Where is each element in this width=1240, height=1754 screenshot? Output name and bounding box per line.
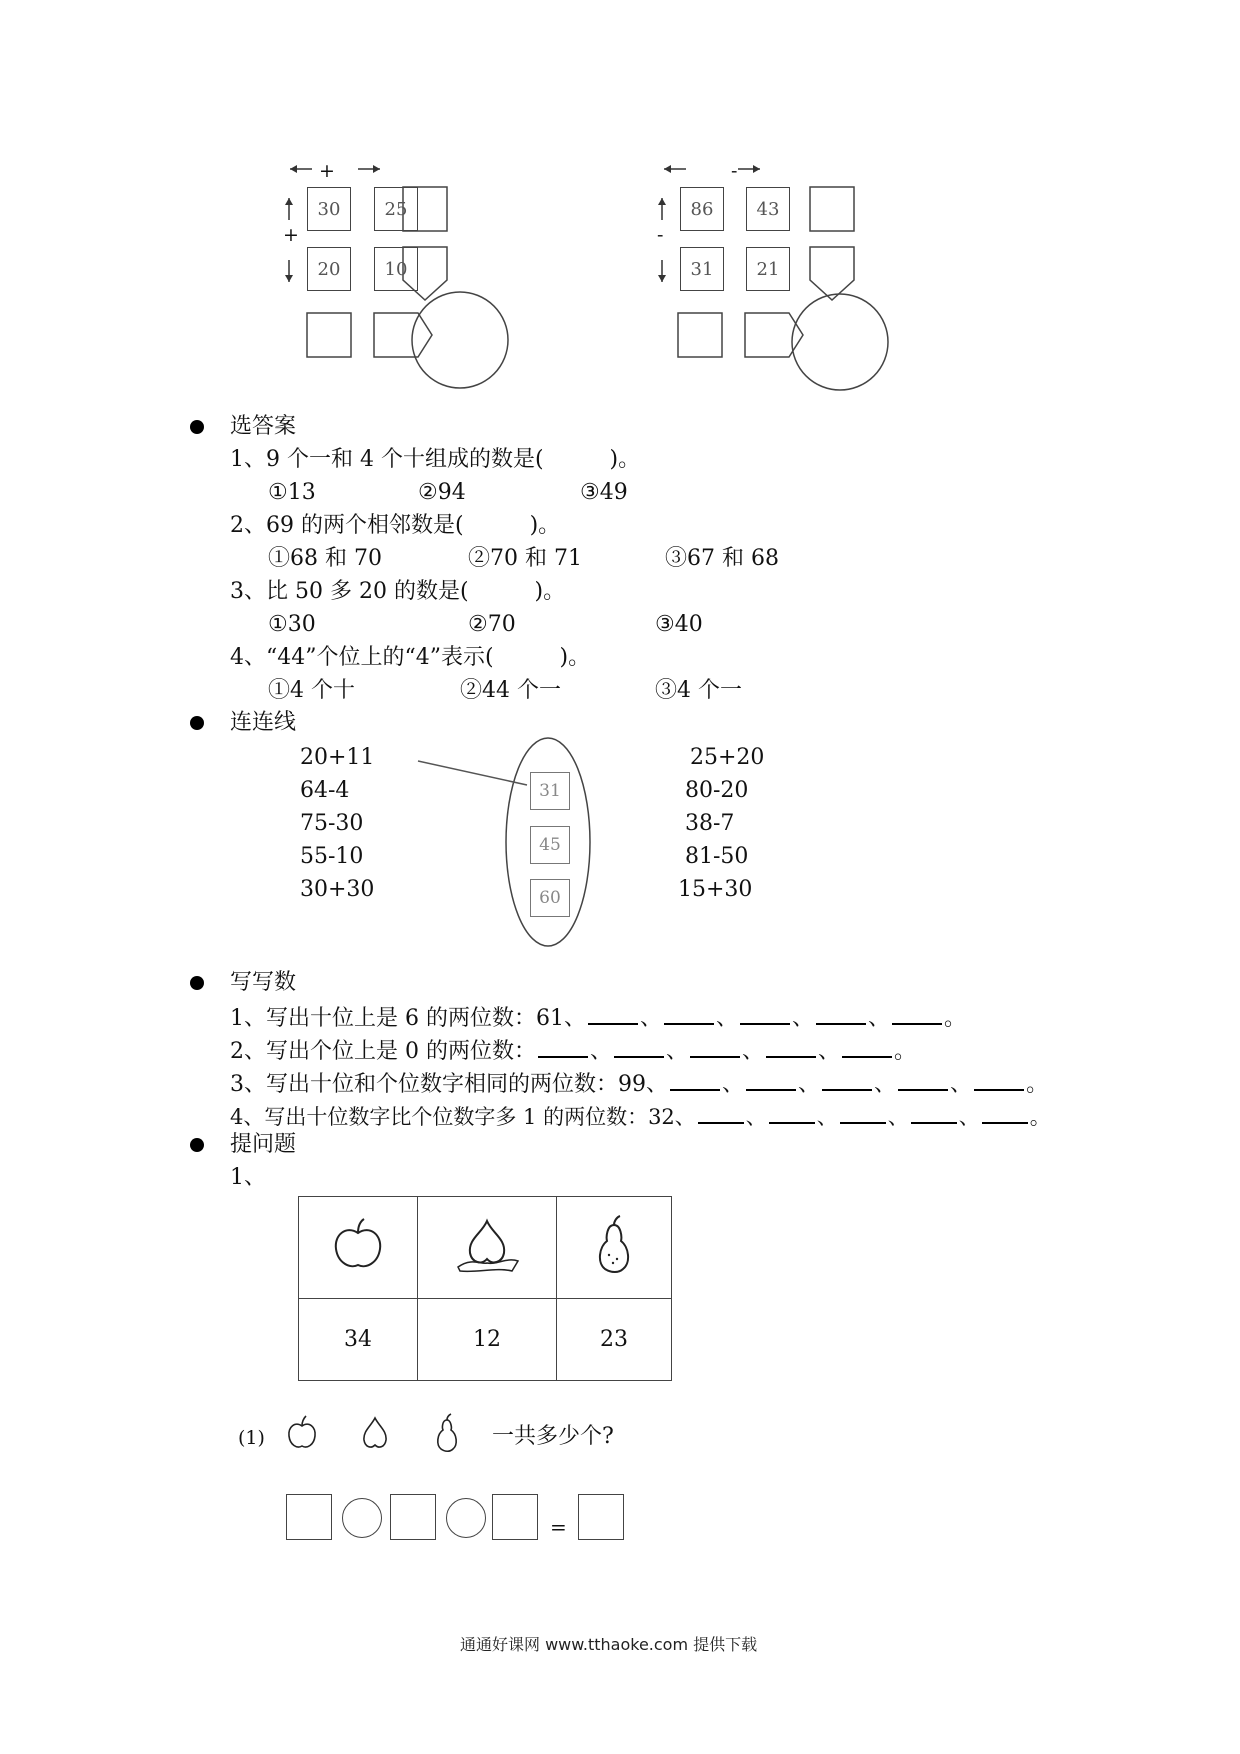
separator: 、 (958, 1105, 980, 1129)
connect-middle-box: 31 (530, 772, 570, 810)
fruit-count: 12 (418, 1299, 557, 1381)
diagram-right-cell: 86 (680, 187, 724, 231)
pear-icon (589, 1213, 639, 1277)
separator: 、 (874, 1072, 897, 1097)
separator: 、 (950, 1072, 973, 1097)
operator-circle[interactable] (342, 1498, 382, 1538)
fruit-count: 23 (557, 1299, 672, 1381)
answer-blank[interactable] (766, 1036, 816, 1058)
bullet (190, 420, 204, 434)
question-1-label: (1) (238, 1427, 265, 1449)
choose-option: ②44 个一 (460, 678, 561, 703)
write-title: 写写数 (230, 970, 297, 995)
choose-option: ①68 和 70 (268, 546, 382, 571)
separator: 、 (589, 1039, 612, 1064)
choose-question-4: 4、“44”个位上的“4”表示( )。 (230, 645, 591, 670)
separator: 、 (666, 1039, 689, 1064)
bullet (190, 716, 204, 730)
answer-blank[interactable] (740, 1003, 790, 1025)
answer-blank[interactable] (588, 1003, 638, 1025)
separator: 、 (818, 1039, 841, 1064)
footer-text: 通通好课网 www.tthaoke.com 提供下载 (460, 1635, 758, 1654)
separator: 、 (742, 1039, 765, 1064)
peach-icon (452, 1215, 522, 1275)
connect-middle-box: 60 (530, 879, 570, 917)
connect-oval-svg (410, 735, 610, 955)
fruit-cell (557, 1197, 672, 1299)
answer-blank[interactable] (746, 1069, 796, 1091)
fruit-cell (418, 1197, 557, 1299)
fruit-cell (299, 1197, 418, 1299)
result-box[interactable] (578, 1494, 624, 1540)
connect-title: 连连线 (230, 710, 297, 735)
choose-option: ②70 (468, 612, 516, 637)
separator: 、 (722, 1072, 745, 1097)
choose-option: ③67 和 68 (665, 546, 779, 571)
diagram-left-top-op: + (319, 160, 335, 182)
diagram-left-cell: 10 (374, 247, 418, 291)
answer-blank[interactable] (842, 1036, 892, 1058)
diagram-right-cell: 31 (680, 247, 724, 291)
separator: 、 (868, 1006, 891, 1031)
answer-box[interactable] (286, 1494, 332, 1540)
write-line-2 (230, 1036, 916, 1065)
choose-option: ②94 (418, 480, 466, 505)
connect-left-item: 55-10 (300, 844, 364, 869)
answer-blank[interactable] (974, 1069, 1024, 1091)
write-line-prefix: 2、写出个位上是 0 的两位数： (230, 1039, 536, 1064)
answer-blank[interactable] (614, 1036, 664, 1058)
fruit-count: 34 (299, 1299, 418, 1381)
connect-right-item: 80-20 (685, 778, 749, 803)
connect-left-item: 75-30 (300, 811, 364, 836)
separator: 、 (716, 1006, 739, 1031)
apple-icon (285, 1414, 319, 1454)
ask-number: 1、 (230, 1165, 266, 1190)
connect-left-item: 64-4 (300, 778, 350, 803)
write-line-prefix: 3、写出十位和个位数字相同的两位数：99、 (230, 1072, 668, 1097)
choose-option: ③40 (655, 612, 703, 637)
answer-blank[interactable] (898, 1069, 948, 1091)
separator: 、 (792, 1006, 815, 1031)
write-line-4 (230, 1102, 1051, 1130)
choose-option: ③4 个一 (655, 678, 742, 703)
equals-sign: = (550, 1515, 567, 1539)
diagram-right-cell: 21 (746, 247, 790, 291)
diagram-left-cell: 20 (307, 247, 351, 291)
choose-question-1: 1、9 个一和 4 个十组成的数是( )。 (230, 447, 641, 472)
answer-blank[interactable] (840, 1102, 886, 1124)
answer-box[interactable] (492, 1494, 538, 1540)
answer-box[interactable] (390, 1494, 436, 1540)
separator: 、 (745, 1105, 767, 1129)
pear-icon (432, 1412, 462, 1454)
choose-title: 选答案 (230, 414, 297, 439)
separator: 、 (816, 1105, 838, 1129)
diagram-right-cell: 43 (746, 187, 790, 231)
choose-option: ②70 和 71 (468, 546, 582, 571)
answer-blank[interactable] (769, 1102, 815, 1124)
operator-circle[interactable] (446, 1498, 486, 1538)
write-line-prefix: 1、写出十位上是 6 的两位数：61、 (230, 1006, 586, 1031)
answer-blank[interactable] (698, 1102, 744, 1124)
end-mark: 。 (1029, 1105, 1051, 1129)
separator: 、 (639, 1006, 662, 1031)
answer-blank[interactable] (911, 1102, 957, 1124)
choose-question-2: 2、69 的两个相邻数是( )。 (230, 513, 561, 538)
answer-blank[interactable] (690, 1036, 740, 1058)
answer-blank[interactable] (822, 1069, 872, 1091)
diagram-left-side-op: + (283, 224, 299, 246)
bullet (190, 1138, 204, 1152)
connect-right-item: 38-7 (685, 811, 735, 836)
choose-question-3: 3、比 50 多 20 的数是( )。 (230, 579, 566, 604)
separator: 、 (798, 1072, 821, 1097)
write-line-prefix: 4、写出十位数字比个位数字多 1 的两位数：32、 (230, 1105, 696, 1129)
separator: 、 (887, 1105, 909, 1129)
connect-right-item: 81-50 (685, 844, 749, 869)
ask-title: 提问题 (230, 1132, 297, 1157)
diagram-right-side-op: - (657, 224, 664, 246)
end-mark: 。 (944, 1006, 967, 1031)
choose-option: ③49 (580, 480, 628, 505)
bullet (190, 976, 204, 990)
write-line-3 (230, 1069, 1048, 1098)
end-mark: 。 (894, 1039, 917, 1064)
answer-blank[interactable] (892, 1003, 942, 1025)
diagram-left-cell: 30 (307, 187, 351, 231)
choose-option: ①30 (268, 612, 316, 637)
end-mark: 。 (1026, 1072, 1049, 1097)
question-1-text: 一共多少个? (492, 1424, 614, 1449)
connect-middle-box: 45 (530, 826, 570, 864)
fruit-table (298, 1196, 672, 1381)
connect-right-item: 15+30 (678, 877, 753, 902)
answer-blank[interactable] (982, 1102, 1028, 1124)
choose-option: ①13 (268, 480, 316, 505)
choose-option: ①4 个十 (268, 678, 355, 703)
diagram-left-cell: 25 (374, 187, 418, 231)
peach-icon (358, 1414, 392, 1454)
answer-blank[interactable] (670, 1069, 720, 1091)
answer-blank[interactable] (538, 1036, 588, 1058)
connect-left-item: 20+11 (300, 745, 375, 770)
write-line-1 (230, 1003, 966, 1032)
diagram-right-top-op: - (731, 160, 738, 182)
answer-blank[interactable] (664, 1003, 714, 1025)
apple-icon (328, 1215, 388, 1275)
connect-left-item: 30+30 (300, 877, 375, 902)
answer-blank[interactable] (816, 1003, 866, 1025)
connect-right-item: 25+20 (690, 745, 765, 770)
